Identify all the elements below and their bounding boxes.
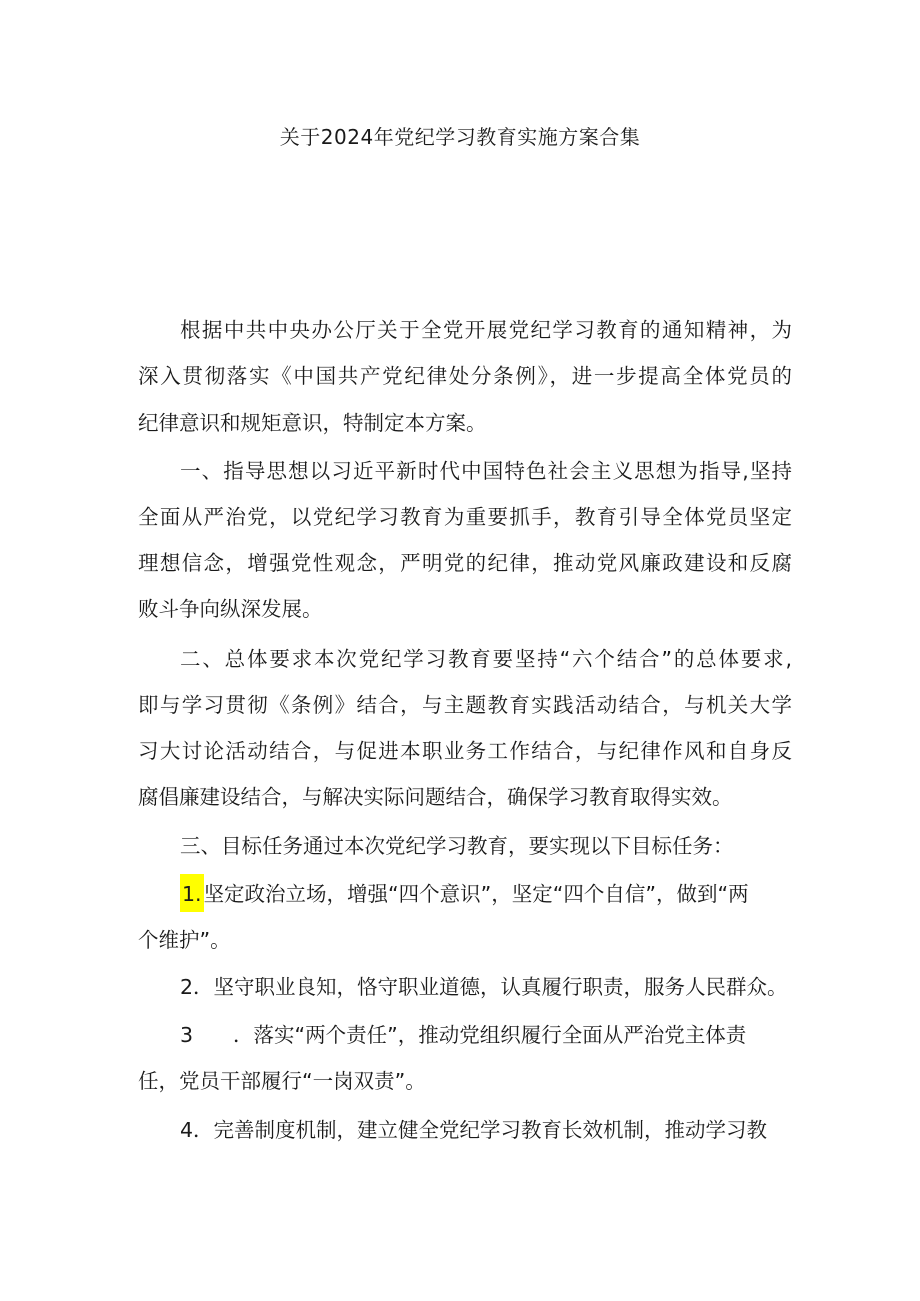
paragraph-line: 深入贯彻落实《中国共产党纪律处分条例》，进一步提高全体党员的 [138, 364, 792, 388]
paragraph-line: 三、目标任务通过本次党纪学习教育，要实现以下目标任务： [180, 834, 734, 858]
paragraph-line: 任，党员干部履行“一岗双责”。 [138, 1069, 426, 1093]
paragraph-line: 根据中共中央办公厅关于全党开展党纪学习教育的通知精神，为 [180, 318, 792, 342]
list-item-text: ．落实“两个责任”，推动党组织履行全面从严治党主体责 [233, 1023, 747, 1047]
list-item-4-line: 4．完善制度机制，建立健全党纪学习教育长效机制，推动学习教 [180, 1118, 768, 1142]
list-item-2-line: 2．坚守职业良知，恪守职业道德，认真履行职责，服务人民群众。 [180, 975, 788, 999]
paragraph-line: 纪律意识和规矩意识，特制定本方案。 [138, 411, 487, 435]
paragraph-line: 一、指导思想以习近平新时代中国特色社会主义思想为指导,坚持 [180, 459, 792, 483]
document-title: 关于2024年党纪学习教育实施方案合集 [279, 125, 641, 149]
paragraph-line: 腐倡廉建设结合，与解决实际问题结合，确保学习教育取得实效。 [138, 785, 733, 809]
highlighted-marker: 1. [180, 874, 204, 912]
paragraph-line: 理想信念，增强党性观念，严明党的纪律，推动党风廉政建设和反腐 [138, 551, 792, 575]
paragraph-line: 全面从严治党，以党纪学习教育为重要抓手，教育引导全体党员坚定 [138, 505, 792, 529]
list-item-3-line [180, 1020, 746, 1050]
list-item-number: 3 [180, 1023, 194, 1047]
paragraph-line: 二、总体要求本次党纪学习教育要坚持“六个结合”的总体要求, [180, 647, 792, 671]
paragraph-line: 个维护”。 [138, 928, 231, 952]
paragraph-line: 败斗争向纵深发展。 [138, 597, 323, 621]
list-item-1-line [180, 879, 749, 909]
list-item-text: 坚定政治立场，增强“四个意识”，坚定“四个自信”，做到“两 [203, 882, 749, 906]
paragraph-line: 即与学习贯彻《条例》结合，与主题教育实践活动结合，与机关大学 [138, 693, 792, 717]
paragraph-line: 习大讨论活动结合，与促进本职业务工作结合，与纪律作风和自身反 [138, 739, 792, 763]
